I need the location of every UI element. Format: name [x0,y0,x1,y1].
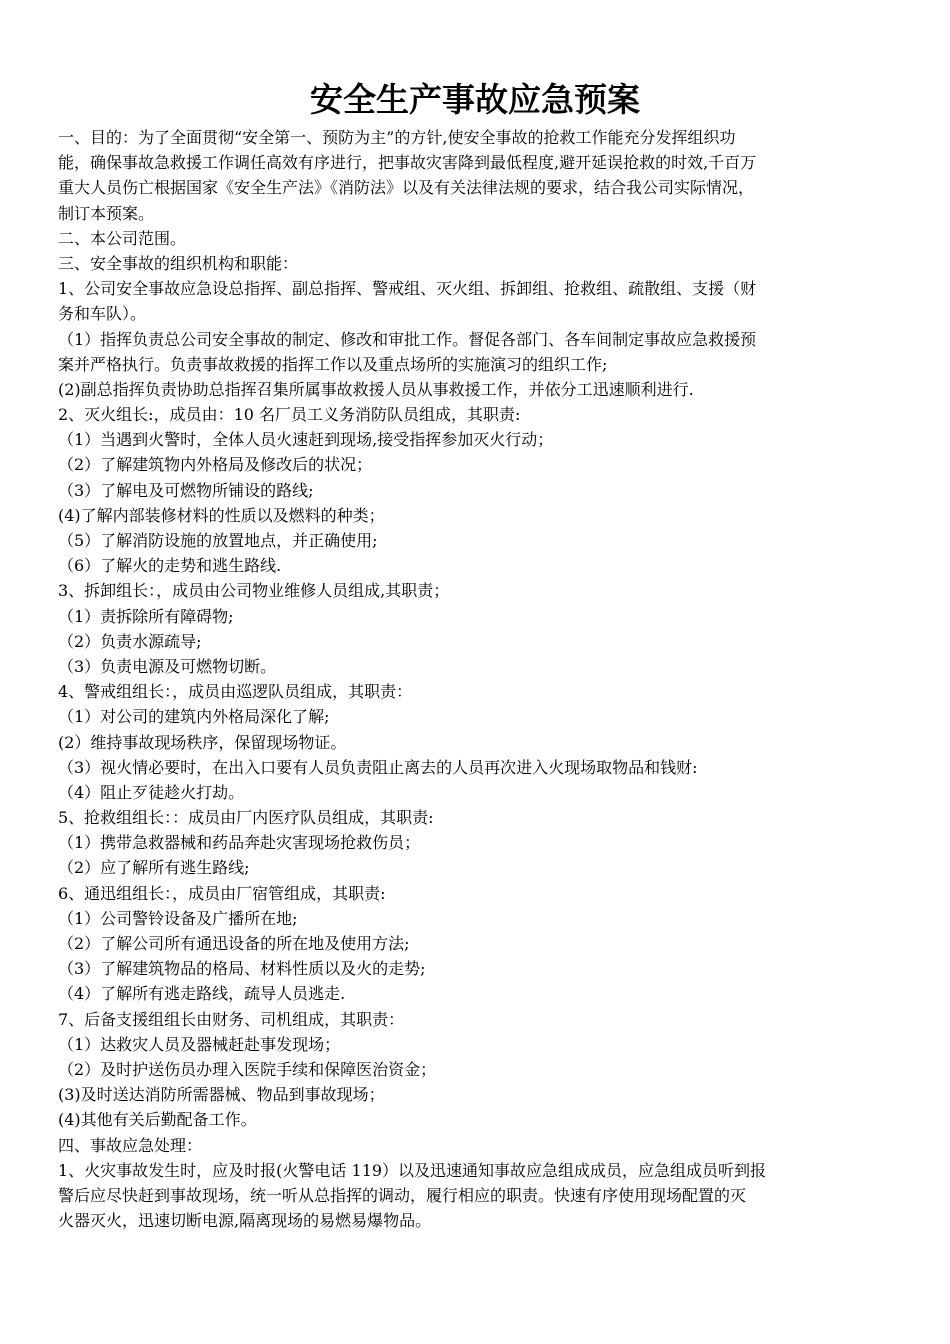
text-line: （3）负责电源及可燃物切断。 [58,656,277,676]
text-line: (2）维持事故现场秩序，保留现场物证。 [58,732,347,752]
text-line: 2、灭火组长:，成员由：10 名厂员工义务消防队员组成，其职责: [58,405,521,425]
text-line: 二、本公司范围。 [58,228,187,248]
text-line: （2）及时护送伤员办理入医院手续和保障医治资金； [58,1059,437,1079]
text-line: （2）了解建筑物内外格局及修改后的状况； [58,455,373,475]
document-body [58,125,906,1233]
text-line: 7、后备支援组组长由财务、司机组成，其职责： [58,1009,405,1029]
text-line: （1）责拆除所有障碍物; [58,606,234,626]
text-line: （2）应了解所有逃生路线; [58,858,250,878]
text-line: （3）了解建筑物品的格局、材料性质以及火的走势; [58,959,426,979]
text-line: （2）负责水源疏导; [58,631,202,651]
text-line: （1）达救灾人员及器械赶赴事发现场； [58,1034,341,1054]
text-line: （5）了解消防设施的放置地点，并正确使用; [58,531,378,550]
text-line: 火器灭火，迅速切断电源,隔离现场的易燃易爆物品。 [58,1211,432,1231]
text-line: （6）了解火的走势和逃生路线. [58,556,282,576]
text-line: 案并严格执行。负责事故救援的指挥工作以及重点场所的实施演习的组织工作; [58,354,608,374]
text-line: （1）公司警铃设备及广播所在地; [58,908,298,928]
text-line: (4)了解内部装修材料的性质以及燃料的种类； [58,505,385,525]
text-line: 1、公司安全事故应急设总指挥、副总指挥、警戒组、灭火组、拆卸组、抢救组、疏散组、支援（财 [58,279,757,299]
text-line: 重大人员伤亡根据国家《安全生产法》《消防法》以及有关法律法规的要求，结合我公司实际情况， [58,178,755,198]
text-line: （4）了解所有逃走路线，疏导人员逃走. [58,984,346,1004]
text-line: 5、抢救组组长：：成员由厂内医疗队员组成，其职责: [58,808,434,828]
text-line: （3）了解电及可燃物所铺设的路线; [58,480,314,500]
text-line: （1）指挥负责总公司安全事故的制定、修改和审批工作。督促各部门、各车间制定事故应急救援预 [58,329,757,349]
text-line: 6、通迅组组长：，成员由厂宿管组成，其职责: [58,883,386,903]
text-line: （2）了解公司所有通迅设备的所在地及使用方法; [58,934,410,953]
text-line: 三、安全事故的组织机构和职能： [58,253,299,273]
text-line: 警后应尽快赶到事故现场，统一听从总指挥的调动，履行相应的职责。快速有序使用现场配置的灭 [58,1185,747,1205]
text-line: 务和车队）。 [58,304,147,324]
text-line: 1、火灾事故发生时，应及时报(火警电话 119）以及迅速通知事故应急组成成员，应急组成员听到报 [58,1160,767,1180]
text-line: （4）阻止歹徒趁火打劫。 [58,782,245,802]
text-line: （3）视火情必要时，在出入口要有人员负责阻止离去的人员再次进入火现场取物品和钱财: [58,757,698,777]
text-line: 一、目的：为了全面贯彻“安全第一、预防为主”的方针,使安全事故的抢救工作能充分发挥组织功 [58,128,736,147]
document-title: 安全生产事故应急预案 [310,80,640,119]
text-line: （1）当遇到火警时，全体人员火速赶到现场,接受指挥参加灭火行动； [58,430,554,450]
text-line: 四、事故应急处理： [58,1135,203,1155]
text-line: 制订本预案。 [58,203,155,223]
text-line: (2)副总指挥负责协助总指挥召集所属事故救援人员从事救援工作，并依分工迅速顺利进行. [58,379,694,399]
text-line: 4、警戒组组长：，成员由巡逻队员组成，其职责： [58,682,413,702]
text-line: 3、拆卸组长：，成员由公司物业维修人员组成,其职责； [58,581,450,601]
text-line: (4)其他有关后勤配备工作。 [58,1110,257,1130]
text-line: (3)及时送达消防所需器械、物品到事故现场； [58,1085,385,1105]
text-line: （1）对公司的建筑内外格局深化了解; [58,707,330,727]
text-line: （1）携带急救器械和药品奔赴灾害现场抢救伤员； [58,833,421,853]
text-line: 能，确保事故急救援工作调任高效有序进行，把事故灾害降到最低程度,避开延误抢救的时效,千百万 [58,153,757,173]
